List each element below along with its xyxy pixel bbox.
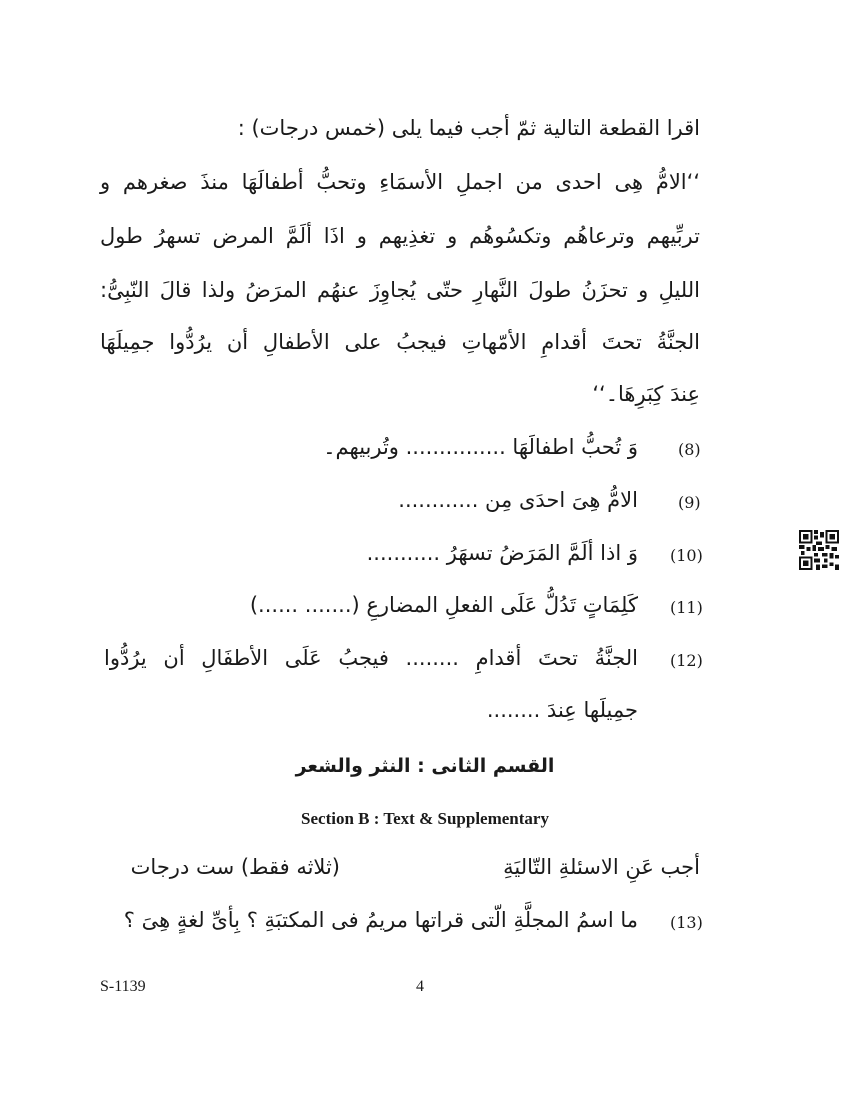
question-text: جمِيلَها عِندَ ........ xyxy=(486,698,638,722)
instruction: اقرا القطعة التالية ثمّ أجب فيما يلى (خمس درجات) : xyxy=(237,116,700,140)
question-number: (13) xyxy=(670,913,703,932)
question-number: (11) xyxy=(670,598,703,617)
question-text: وَ تُحبُّ اطفالَهَا ............... وتُربيهم۔ xyxy=(323,435,638,459)
sub-instruction: أجب عَنِ الاسئلةِ التّاليَةِ xyxy=(503,855,700,879)
question-text: كَلِمَاتٍ تَدُلُّ عَلَى الفعلِ المضارعِ (....... ......) xyxy=(249,593,638,617)
page-number: 4 xyxy=(416,978,424,995)
question-text: الجنَّةُ تحتَ أقدامِ ........ فيجبُ عَلَى الأطفَالِ أن يرُدُّوا xyxy=(104,646,638,670)
passage-line: تربِّيهم وترعاهُم وتكسُوهُم و تغذِيهم و اذَا ألَمَّ المرض تسهرُ طول xyxy=(100,224,700,248)
question-number: (10) xyxy=(670,546,703,565)
passage-line: ‘‘الامُّ هِى احدى من اجملِ الأسمَاءِ وتحبُّ أطفالَهَا منذَ صغرهم و xyxy=(100,170,700,194)
question-number: (9) xyxy=(678,493,701,512)
question-text: الامُّ هِىَ احدَى مِن ............ xyxy=(398,488,638,512)
question-text: وَ اذا ألَمَّ المَرَضُ تسهَرُ ........... xyxy=(366,541,638,565)
sub-instruction-marks: (ثلاثه فقط) ست درجات xyxy=(130,855,340,879)
question-number: (12) xyxy=(670,651,703,670)
passage-line: الجنَّةُ تحتَ أقدامِ الأمّهاتِ فيجبُ على الأطفالِ أن يرُدُّوا جمِيلَهَا xyxy=(100,330,700,354)
section-heading-arabic: القسم الثانى : النثر والشعر xyxy=(295,755,555,777)
question-number: (8) xyxy=(678,440,701,459)
footer-code: S-1139 xyxy=(100,978,146,995)
qr-code-icon xyxy=(799,530,839,570)
passage-line: الليلِ و تحزَنُ طولَ النَّهارِ حتّى يُجاوِزَ عنهُم المرَضُ ولذا قالَ النّبِىُّ: xyxy=(100,278,700,302)
question-text: ما اسمُ المجلَّةِ الّتى قراتها مريمُ فى المكتبَةِ ؟ بِأىِّ لغةٍ هِىَ ؟ xyxy=(123,908,638,932)
passage-line: عِندَ كِبَرِهَا۔‘‘ xyxy=(592,382,700,406)
section-heading-english: Section B : Text & Supplementary xyxy=(301,809,549,828)
